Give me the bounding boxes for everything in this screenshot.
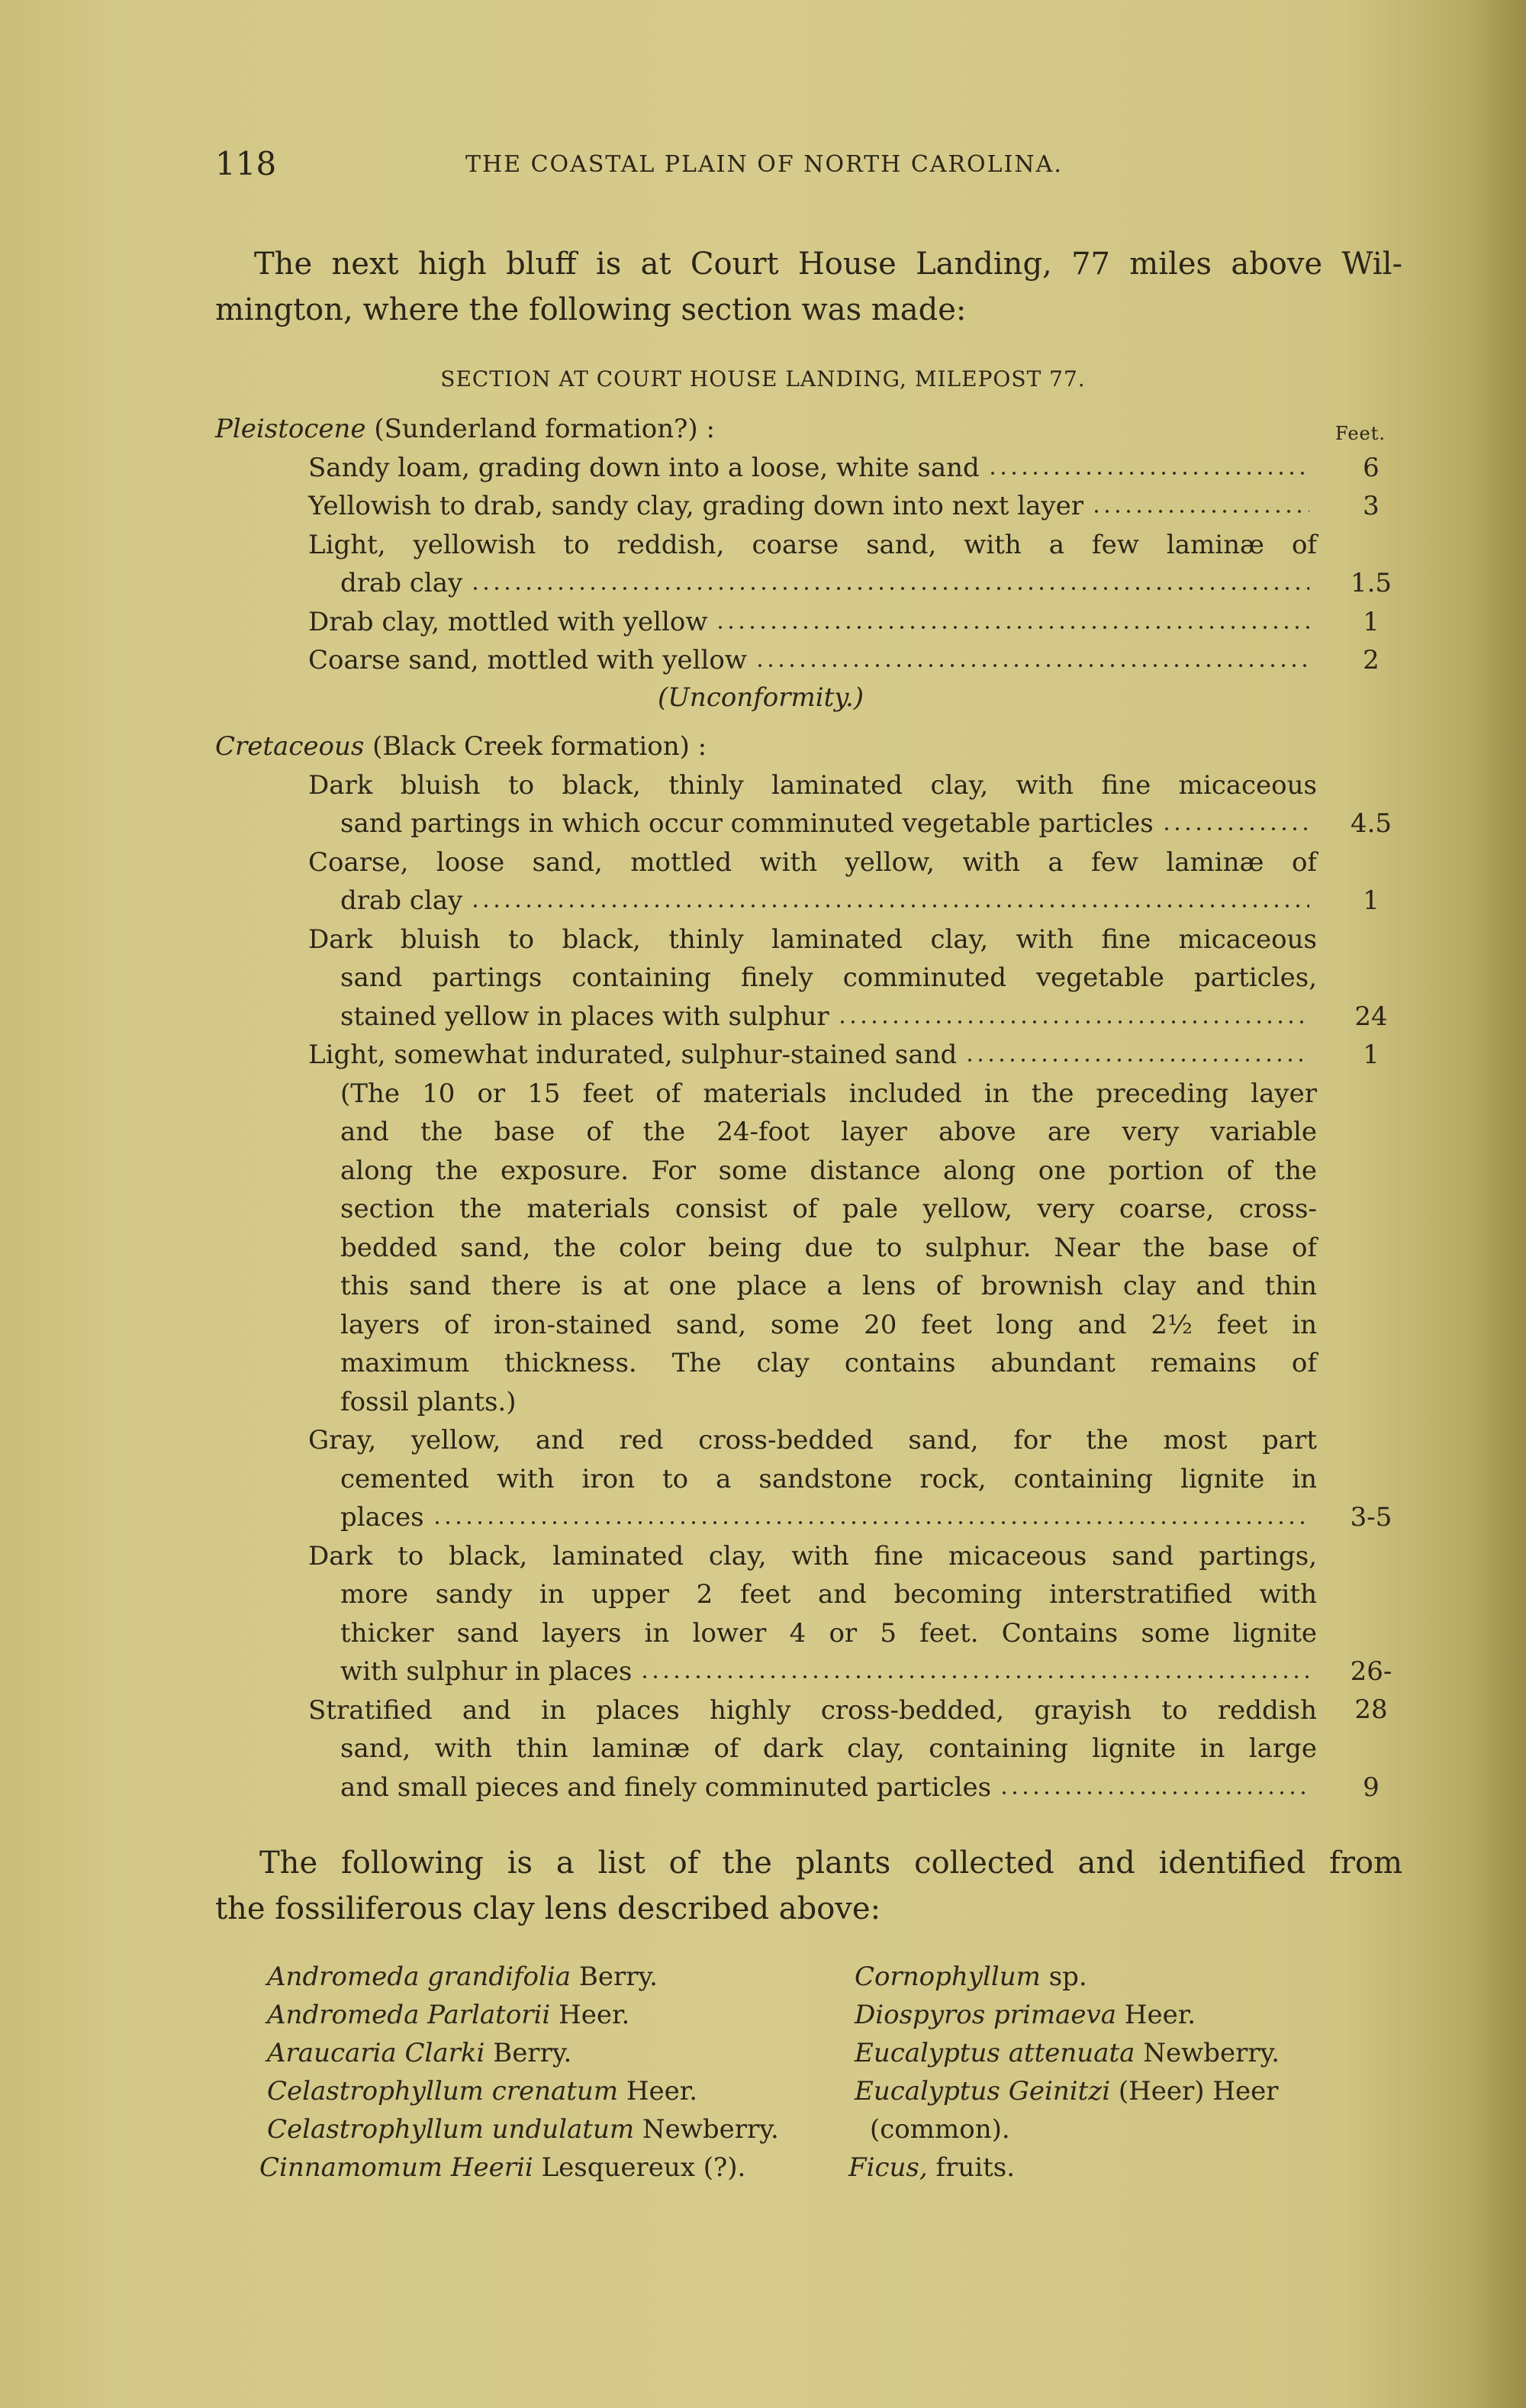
entry-line bbox=[308, 603, 1317, 641]
note-line: section the materials consist of pale yellow, very coarse, cross- bbox=[340, 1194, 1317, 1224]
entry-line bbox=[308, 487, 1317, 525]
plant-item bbox=[855, 1996, 1196, 2034]
thickness-value: 26-28 bbox=[1350, 1656, 1392, 1725]
plant-author: fruits. bbox=[935, 2152, 1016, 2183]
entry-line: thicker sand layers in lower 4 or 5 feet. Contains some lignite bbox=[340, 1617, 1317, 1649]
group-formation: (Black Creek formation) : bbox=[372, 731, 707, 762]
entry-line: Coarse, loose sand, mottled with yellow, with a few laminæ of bbox=[308, 846, 1317, 878]
group-name: Cretaceous bbox=[215, 731, 365, 762]
dot-leader bbox=[964, 1057, 1309, 1063]
note-line: bedded sand, the color being due to sulphur. Near the base of bbox=[340, 1232, 1317, 1263]
running-title: THE COASTAL PLAIN OF NORTH CAROLINA. bbox=[465, 151, 1063, 178]
dot-leader bbox=[715, 624, 1309, 630]
plant-item bbox=[267, 1996, 629, 2034]
plant-author: Heer. bbox=[1124, 2000, 1196, 2030]
entry-line bbox=[340, 998, 1317, 1036]
plant-item bbox=[855, 2072, 1279, 2110]
note-line: layers of iron-stained sand, some 20 feet long and 2½ feet in bbox=[340, 1309, 1317, 1340]
entry-text: Yellowish to drab, sandy clay, grading down into next layer bbox=[308, 491, 1083, 521]
entry-line bbox=[340, 564, 1317, 602]
group-formation: (Sunderland formation?) : bbox=[374, 414, 715, 444]
entry-line bbox=[340, 804, 1317, 843]
entry-text: drab clay bbox=[340, 568, 463, 598]
group-name: Pleistocene bbox=[215, 414, 366, 444]
entry-text: and small pieces and finely comminuted particles bbox=[340, 1771, 992, 1803]
note-line: (The 10 or 15 feet of materials included in the preceding layer bbox=[340, 1078, 1317, 1109]
plant-name: Andromeda Parlatorii bbox=[267, 2000, 551, 2030]
plant-item bbox=[267, 2034, 571, 2072]
entry-line: cemented with iron to a sandstone rock, containing lignite in bbox=[340, 1463, 1317, 1494]
dot-leader bbox=[1091, 508, 1309, 514]
plant-author: (Heer) Heer bbox=[1118, 2076, 1279, 2107]
group-heading bbox=[215, 410, 715, 448]
thickness-value: 3 bbox=[1363, 491, 1380, 521]
plant-item bbox=[870, 2110, 1010, 2149]
entry-line bbox=[340, 1768, 1317, 1807]
plant-name: Cornophyllum bbox=[855, 1962, 1041, 1992]
plant-name: Cinnamomum Heerii bbox=[259, 2152, 533, 2183]
thickness-value: 9 bbox=[1363, 1771, 1380, 1803]
dot-leader bbox=[837, 1019, 1309, 1025]
plant-author: Berry. bbox=[493, 2038, 572, 2068]
thickness-value: 24 bbox=[1354, 1001, 1388, 1032]
page-number: 118 bbox=[215, 145, 277, 182]
dot-leader bbox=[470, 903, 1309, 909]
plant-author: sp. bbox=[1048, 1962, 1087, 1992]
thickness-value: 3-5 bbox=[1350, 1502, 1392, 1533]
entry-line: Stratified and in places highly cross-bedded, grayish to reddish bbox=[308, 1694, 1317, 1726]
units-label: Feet. bbox=[1335, 423, 1386, 444]
entry-line: more sandy in upper 2 feet and becoming interstratified with bbox=[340, 1579, 1317, 1610]
entry-text: sand partings in which occur comminuted vegetable particles bbox=[340, 808, 1154, 839]
entry-line bbox=[340, 1498, 1317, 1536]
plant-name: Celastrophyllum crenatum bbox=[267, 2076, 619, 2107]
entry-line bbox=[340, 1652, 1317, 1691]
plant-item bbox=[855, 1958, 1087, 1996]
thickness-value: 1 bbox=[1363, 885, 1380, 916]
entry-text: with sulphur in places bbox=[340, 1656, 633, 1687]
entry-line: sand partings containing finely comminuted vegetable particles, bbox=[340, 962, 1317, 993]
note-line: and the base of the 24-foot layer above are very variable bbox=[340, 1117, 1317, 1147]
entry-line: sand, with thin laminæ of dark clay, containing lignite in large bbox=[340, 1733, 1317, 1764]
dot-leader bbox=[470, 585, 1309, 592]
plants-intro-line: The following is a list of the plants collected and identified from bbox=[259, 1845, 1402, 1881]
note-line: maximum thickness. The clay contains abundant remains of bbox=[340, 1348, 1317, 1378]
plant-name: Eucalyptus Geinitzi bbox=[855, 2076, 1111, 2107]
plant-author: Newberry. bbox=[1143, 2038, 1280, 2068]
plant-author: Berry. bbox=[578, 1962, 658, 1992]
entry-line bbox=[308, 1036, 1317, 1074]
plant-author: Newberry. bbox=[642, 2114, 779, 2145]
plant-author: Heer. bbox=[559, 2000, 630, 2030]
plant-name: Araucaria Clarki bbox=[267, 2038, 485, 2068]
entry-text: Sandy loam, grading down into a loose, white sand bbox=[308, 452, 980, 483]
thickness-value: 4.5 bbox=[1350, 808, 1392, 839]
entry-line: Dark to black, laminated clay, with fine micaceous sand partings, bbox=[308, 1540, 1317, 1571]
thickness-value: 1 bbox=[1363, 1040, 1380, 1070]
entry-line: Light, yellowish to reddish, coarse sand, with a few laminæ of bbox=[308, 529, 1317, 560]
dot-leader bbox=[987, 470, 1309, 476]
note-line: this sand there is at one place a lens of brownish clay and thin bbox=[340, 1271, 1317, 1301]
group-heading bbox=[215, 727, 707, 766]
note-line: fossil plants.) bbox=[340, 1386, 517, 1417]
entry-text: Light, somewhat indurated, sulphur-stained sand bbox=[308, 1040, 958, 1070]
entry-line bbox=[308, 641, 1317, 679]
dot-leader bbox=[1161, 826, 1309, 832]
entry-text: places bbox=[340, 1502, 424, 1533]
entry-line bbox=[308, 449, 1317, 487]
dot-leader bbox=[639, 1674, 1309, 1680]
plant-author: (common). bbox=[870, 2114, 1010, 2145]
entry-text: Drab clay, mottled with yellow bbox=[308, 606, 708, 637]
entry-text: Coarse sand, mottled with yellow bbox=[308, 645, 747, 675]
entry-text: stained yellow in places with sulphur bbox=[340, 1001, 829, 1032]
plant-name: Diospyros primaeva bbox=[855, 2000, 1117, 2030]
entry-line: Dark bluish to black, thinly laminated clay, with fine micaceous bbox=[308, 769, 1317, 801]
intro-line: The next high bluff is at Court House Landing, 77 miles above Wil- bbox=[254, 247, 1402, 282]
entry-line: Gray, yellow, and red cross-bedded sand, for the most part bbox=[308, 1425, 1317, 1455]
plant-item bbox=[855, 2034, 1280, 2072]
plant-item bbox=[848, 2149, 1015, 2187]
plant-author: Heer. bbox=[626, 2076, 698, 2107]
plant-item bbox=[267, 1958, 658, 1996]
plant-name: Eucalyptus attenuata bbox=[855, 2038, 1135, 2068]
plant-name: Celastrophyllum undulatum bbox=[267, 2114, 635, 2145]
plant-item bbox=[267, 2110, 779, 2149]
dot-leader bbox=[999, 1790, 1309, 1796]
section-title: SECTION AT COURT HOUSE LANDING, MILEPOST 77. bbox=[440, 366, 1086, 392]
entry-text: drab clay bbox=[340, 885, 463, 916]
dot-leader bbox=[755, 662, 1309, 669]
entry-line bbox=[340, 882, 1317, 920]
intro-line: mington, where the following section was made: bbox=[215, 292, 967, 327]
thickness-value: 2 bbox=[1363, 645, 1380, 675]
plants-intro-line: the fossiliferous clay lens described above: bbox=[215, 1891, 881, 1926]
plant-item bbox=[267, 2072, 697, 2110]
thickness-value: 1 bbox=[1363, 606, 1380, 637]
note-line: along the exposure. For some distance along one portion of the bbox=[340, 1155, 1317, 1186]
plant-author: Lesquereux (?). bbox=[541, 2152, 746, 2183]
plant-item bbox=[259, 2149, 745, 2187]
thickness-value: 1.5 bbox=[1350, 568, 1392, 598]
thickness-value: 6 bbox=[1363, 452, 1380, 483]
plant-name: Ficus, bbox=[848, 2152, 928, 2183]
unconformity-label: (Unconformity.) bbox=[658, 682, 864, 713]
plant-name: Andromeda grandifolia bbox=[267, 1962, 571, 1992]
entry-line: Dark bluish to black, thinly laminated clay, with fine micaceous bbox=[308, 924, 1317, 955]
dot-leader bbox=[432, 1520, 1309, 1526]
